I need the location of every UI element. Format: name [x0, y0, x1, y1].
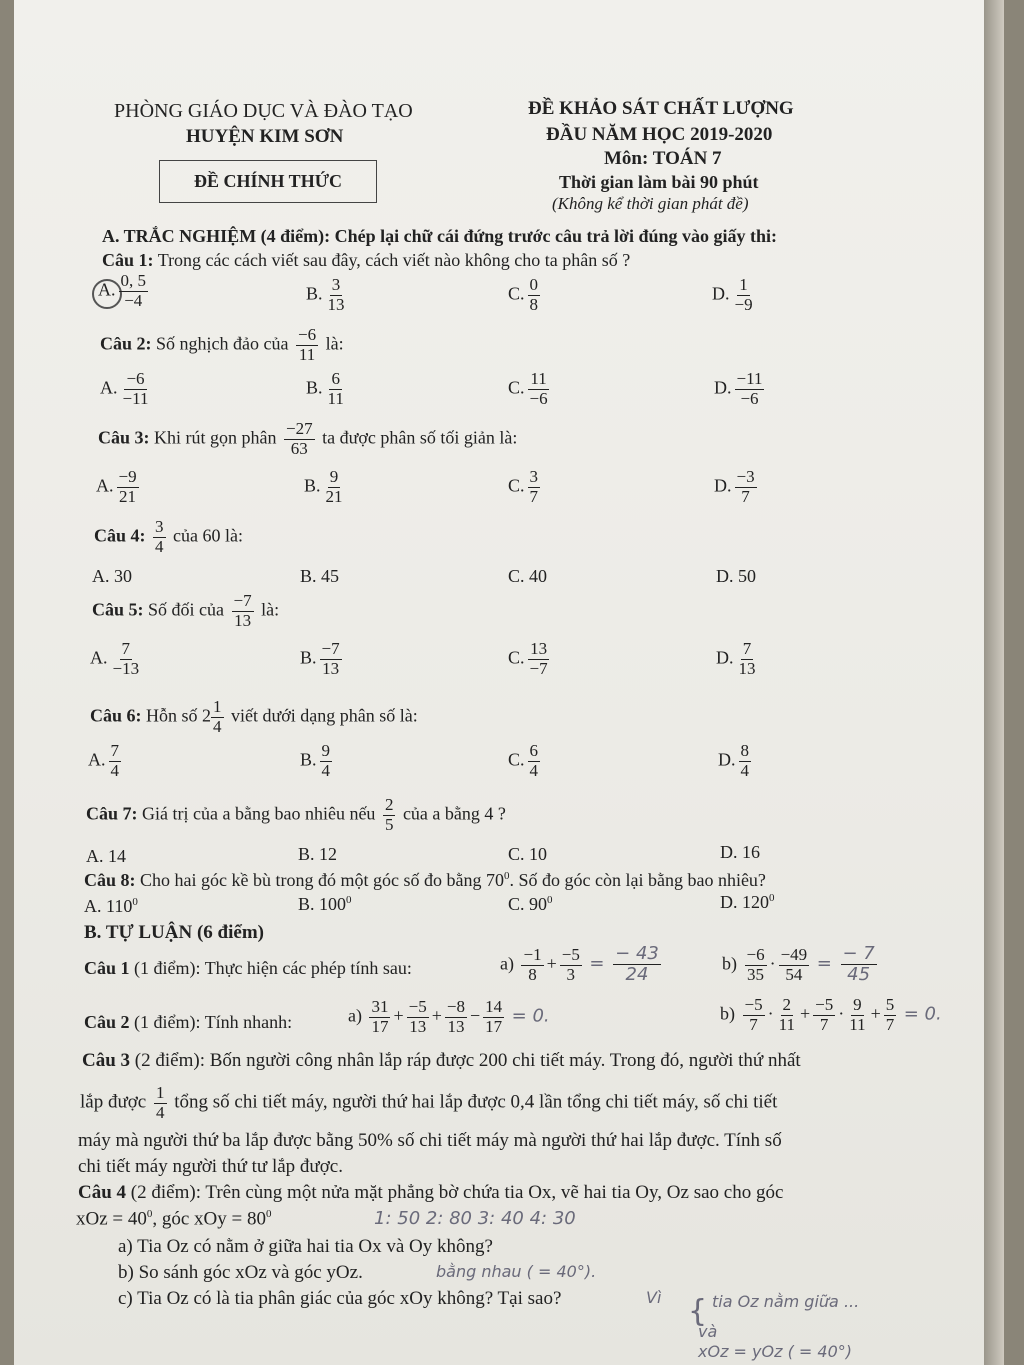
denominator: 11	[849, 1014, 866, 1034]
option-letter: D.	[714, 475, 732, 496]
handwritten-mcq-answers: 1: 50 2: 80 3: 40 4: 30	[374, 1208, 576, 1229]
numerator: 14	[485, 997, 503, 1016]
q-label: Câu 8:	[84, 870, 136, 890]
q-label: Câu 6:	[90, 705, 142, 726]
q-tail: là:	[261, 599, 280, 620]
q-label: Câu 4:	[94, 525, 146, 546]
numerator: − 43	[615, 943, 659, 964]
q3-option-b	[304, 468, 348, 506]
essay-4-line-1	[78, 1182, 783, 1204]
q-text: , góc xOy = 80	[152, 1208, 266, 1230]
essay-3-line-2	[80, 1084, 777, 1122]
essay-3-line-3: máy mà người thứ ba lắp được bằng 50% số chi tiết máy mà người thứ hai lắp được. Tính số	[78, 1130, 782, 1151]
option-letter: D.	[718, 749, 736, 770]
option-letter: C.	[508, 749, 525, 770]
q-tail: viết dưới dạng phân số là:	[231, 705, 418, 726]
district-name: HUYỆN KIM SƠN	[186, 126, 344, 147]
denominator: 11	[778, 1014, 795, 1034]
q-tail: . Số đo góc còn lại bằng bao nhiêu?	[509, 870, 766, 890]
part-letter: a)	[348, 1005, 362, 1026]
numerator: −7	[321, 639, 340, 658]
numerator: 6	[331, 369, 340, 388]
numerator: −7	[233, 591, 252, 610]
option-letter: D.	[712, 283, 730, 304]
numerator: 7	[742, 639, 752, 658]
denominator: 8	[529, 294, 539, 314]
option-text: B. 100	[298, 894, 347, 914]
q-label: Câu 3	[82, 1050, 131, 1071]
option-letter: A.	[88, 749, 106, 770]
q-label: Câu 1	[84, 958, 130, 978]
q-points: (2 điểm):	[130, 1182, 201, 1203]
numerator: 2	[384, 795, 394, 814]
handwritten-answer-c-3: xOz = yOz ( = 40°)	[698, 1342, 853, 1361]
q7-option-c: C. 10	[508, 844, 548, 864]
denominator: −9	[734, 294, 753, 314]
degree-mark: 0	[346, 894, 352, 906]
numerator: 0	[529, 275, 539, 294]
q5-option-c	[508, 640, 553, 678]
denominator: 13	[327, 294, 345, 314]
numerator: 9	[853, 995, 862, 1014]
question-5	[92, 592, 279, 630]
denominator: 35	[747, 964, 765, 984]
q-label: Câu 5:	[92, 599, 144, 620]
q-text: Cho hai góc kề bù trong đó một góc số đo bằng 70	[140, 870, 504, 890]
numerator: −5	[408, 997, 427, 1016]
q-label: Câu 3:	[98, 427, 150, 448]
q-tail: là:	[325, 333, 344, 354]
essay-1-part-b: b) $\frac{-6}{35}$ · $\frac{-49}{54}$ = $\frac{- 7}{45}$	[722, 944, 880, 985]
q2-option-d	[714, 370, 767, 408]
duration-note: (Không kể thời gian phát đề)	[552, 194, 749, 213]
numerator: 3	[529, 467, 539, 486]
denominator: 21	[325, 486, 343, 506]
numerator: −8	[446, 997, 465, 1016]
numerator: 6	[529, 741, 539, 760]
part-letter: a)	[500, 953, 514, 974]
numerator: 5	[885, 995, 895, 1014]
degree-mark: 0	[146, 1208, 153, 1220]
handwritten-answer-c-2: và	[698, 1322, 718, 1341]
q6-option-d	[718, 742, 754, 780]
denominator: −4	[124, 290, 143, 310]
q1-option-c	[508, 276, 543, 314]
handwritten-answer: = $\frac{- 7}{45}$	[816, 943, 875, 985]
essay-2-part-a: a) $\frac{31}{17}$ + $\frac{-5}{13}$ + $\frac{-8}{13}$ − $\frac{14}{17}$ = 0.	[348, 997, 550, 1036]
q-tail: ta được phân số tối giản là:	[322, 427, 518, 448]
handwritten-answer: = 0.	[511, 1005, 550, 1027]
q7-option-d: D. 16	[720, 842, 760, 862]
denominator: 4	[213, 716, 222, 736]
numerator: − 7	[842, 943, 875, 964]
numerator: 11	[530, 369, 547, 388]
numerator: −9	[118, 467, 137, 486]
option-letter: A.	[96, 475, 114, 496]
denominator: 63	[290, 438, 308, 458]
q4-option-b: B. 45	[300, 566, 340, 586]
q5-option-b	[300, 640, 345, 678]
numerator: −27	[286, 419, 313, 438]
part-a-heading	[102, 226, 777, 247]
denominator: −6	[740, 388, 759, 408]
q8-option-d	[720, 892, 775, 913]
denominator: 4	[321, 760, 331, 780]
denominator: 8	[528, 964, 537, 984]
numerator: −11	[736, 369, 763, 388]
option-text: A. 110	[84, 896, 133, 916]
q5-option-a	[90, 640, 144, 678]
denominator: 54	[785, 964, 803, 984]
handwritten-because: Vì	[646, 1288, 662, 1307]
option-letter: C.	[508, 475, 525, 496]
denominator: 7	[819, 1014, 829, 1034]
denominator: −7	[529, 658, 548, 678]
q-text: lắp được	[80, 1091, 147, 1113]
q-tail: của 60 là:	[173, 525, 243, 546]
option-text: D. 120	[720, 892, 769, 912]
denominator: 7	[885, 1014, 895, 1034]
q-text: Trong các cách viết sau đây, cách viết nào không cho ta phân số ?	[157, 250, 631, 270]
essay-3-line-1	[82, 1050, 801, 1072]
numerator: 1	[156, 1083, 165, 1102]
essay-3-line-4: chi tiết máy người thứ tư lắp được.	[78, 1156, 343, 1177]
numerator: 1	[213, 697, 222, 716]
q7-option-a: A. 14	[86, 846, 126, 866]
exam-title: ĐỀ KHẢO SÁT CHẤT LƯỢNG	[528, 98, 794, 119]
q3-option-d	[714, 468, 760, 506]
q-label: Câu 2	[84, 1012, 130, 1032]
numerator: 9	[329, 467, 339, 486]
q2-option-c	[508, 370, 553, 408]
degree-mark: 0	[132, 896, 138, 908]
q4-option-d: D. 50	[716, 566, 756, 586]
denominator: 13	[234, 610, 252, 630]
part-a-instruction: Chép lại chữ cái đứng trước câu trả lời đúng vào giấy thi:	[334, 226, 778, 246]
numerator: 13	[530, 639, 548, 658]
q-points: (1 điểm):	[134, 958, 201, 978]
handwritten-answer-c-1: tia Oz nằm giữa ...	[712, 1292, 860, 1311]
essay-4-line-2	[76, 1208, 272, 1230]
essay-2	[84, 1012, 292, 1033]
background-edge	[984, 0, 1004, 1365]
denominator: 24	[625, 963, 649, 985]
question-7	[86, 796, 506, 834]
handwritten-answer: = 0.	[903, 1003, 942, 1025]
option-letter: A.	[90, 647, 108, 668]
option-letter: D.	[714, 377, 732, 398]
q-text: Trên cùng một nửa mặt phẳng bờ chứa tia Ox, vẽ hai tia Oy, Oz sao cho góc	[205, 1182, 784, 1203]
option-letter: D.	[716, 647, 734, 668]
denominator: 4	[156, 1102, 165, 1122]
duration: Thời gian làm bài 90 phút	[559, 172, 759, 192]
q3-option-a	[96, 468, 142, 506]
denominator: 13	[738, 658, 756, 678]
handwritten-answer-b: bằng nhau ( = 40°).	[436, 1262, 597, 1281]
essay-2-part-b: b) $\frac{-5}{7}$ · $\frac{2}{11}$ + $\frac{-5}{7}$ · $\frac{9}{11}$ + $\frac{5}{7}$ = 0.	[720, 995, 942, 1034]
q8-option-c	[508, 894, 553, 915]
essay-1	[84, 958, 412, 979]
essay-4-part-c: c) Tia Oz có là tia phân giác của góc xOy không? Tại sao?	[118, 1288, 562, 1309]
option-letter: B.	[306, 283, 323, 304]
q-label: Câu 1:	[102, 250, 154, 270]
option-letter: C.	[508, 377, 525, 398]
option-letter: C.	[508, 283, 525, 304]
q1-option-a	[98, 272, 151, 310]
numerator: 9	[321, 741, 331, 760]
q-text: Khi rút gọn phân	[154, 427, 277, 448]
question-3	[98, 420, 517, 458]
option-letter: A.	[100, 377, 118, 398]
school-year: ĐẦU NĂM HỌC 2019-2020	[546, 124, 773, 145]
numerator: −3	[736, 467, 755, 486]
denominator: 5	[384, 814, 394, 834]
q-text: tổng số chi tiết máy, người thứ hai lắp được 0,4 lần tổng chi tiết máy, số chi tiết	[174, 1091, 778, 1113]
numerator: −6	[126, 369, 145, 388]
option-text: C. 90	[508, 894, 548, 914]
q-text: Thực hiện các phép tính sau:	[204, 958, 412, 978]
numerator: −6	[746, 944, 765, 964]
denominator: 7	[741, 486, 750, 506]
denominator: 17	[371, 1016, 389, 1036]
handwritten-brace: {	[688, 1294, 708, 1329]
option-letter: B.	[300, 749, 317, 770]
q6-option-c	[508, 742, 543, 780]
subject: Môn: TOÁN 7	[604, 148, 722, 169]
numerator: −5	[744, 995, 763, 1014]
denominator: −13	[112, 658, 140, 678]
denominator: 13	[447, 1016, 465, 1036]
part-a-title: A. TRẮC NGHIỆM (4 điểm):	[102, 226, 331, 246]
denominator: 4	[740, 760, 749, 780]
q6-option-b	[300, 742, 335, 780]
numerator: −5	[815, 995, 834, 1014]
denominator: 7	[749, 1014, 758, 1034]
option-letter: B.	[306, 377, 323, 398]
numerator: 0, 5	[120, 271, 146, 290]
denominator: 11	[327, 388, 344, 408]
q7-option-b: B. 12	[298, 844, 338, 864]
part-letter: b)	[722, 953, 737, 974]
q-points: (2 điểm):	[134, 1050, 205, 1071]
q5-option-d	[716, 640, 761, 678]
q1-option-b	[306, 276, 350, 314]
degree-mark: 0	[266, 1208, 272, 1220]
numerator: 2	[782, 995, 792, 1014]
q8-option-a	[84, 896, 138, 917]
denominator: −6	[529, 388, 548, 408]
essay-4-part-b: b) So sánh góc xOz và góc yOz.	[118, 1262, 363, 1283]
q2-option-a	[100, 370, 153, 408]
numerator: 7	[121, 639, 131, 658]
numerator: −1	[523, 944, 542, 964]
degree-mark: 0	[769, 892, 775, 904]
denominator: 3	[566, 964, 576, 984]
degree-mark: 0	[503, 870, 510, 882]
essay-4-part-a: a) Tia Oz có nằm ở giữa hai tia Ox và Oy không?	[118, 1236, 493, 1257]
numerator: −6	[297, 325, 317, 344]
option-letter: C.	[508, 647, 525, 668]
essay-1-part-a: a) $\frac{-1}{8}$ + $\frac{-5}{3}$ = $\frac{- 43}{24}$	[500, 944, 664, 985]
q-text: Số nghịch đảo của	[156, 333, 289, 354]
numerator: 31	[371, 997, 389, 1016]
q8-option-b	[298, 894, 352, 915]
question-2	[100, 326, 344, 364]
official-label: ĐỀ CHÍNH THỨC	[159, 160, 377, 203]
question-8	[84, 870, 766, 891]
q-tail: của a bằng 4 ?	[402, 803, 506, 824]
q-text: xOz = 40	[76, 1208, 147, 1230]
dept-name: PHÒNG GIÁO DỤC VÀ ĐÀO TẠO	[114, 100, 413, 122]
degree-mark: 0	[547, 894, 553, 906]
q-text: Giá trị của a bằng bao nhiêu nếu	[142, 803, 376, 824]
option-letter: A.	[98, 279, 116, 300]
numerator: −49	[780, 944, 808, 964]
numerator: −5	[561, 944, 580, 964]
denominator: 21	[119, 486, 137, 506]
q3-option-c	[508, 468, 543, 506]
q-label: Câu 7:	[86, 803, 138, 824]
option-letter: B.	[300, 647, 317, 668]
question-6	[90, 698, 418, 736]
q-text: Hỗn số	[146, 705, 198, 726]
q-points: (1 điểm):	[134, 1012, 201, 1032]
numerator: 3	[331, 275, 341, 294]
numerator: 3	[155, 517, 164, 536]
denominator: 13	[322, 658, 340, 678]
q1-option-d	[712, 276, 758, 314]
numerator: 8	[740, 741, 749, 760]
q-label: Câu 4	[78, 1182, 127, 1203]
q-text: Tính nhanh:	[204, 1012, 293, 1032]
question-4	[94, 518, 243, 556]
denominator: 4	[110, 760, 119, 780]
q4-option-a: A. 30	[92, 566, 132, 586]
handwritten-answer: = $\frac{- 43}{24}$	[589, 943, 659, 985]
denominator: −11	[122, 388, 149, 408]
mixed-whole: 2	[202, 705, 212, 726]
denominator: 13	[409, 1016, 427, 1036]
part-b-title: B. TỰ LUẬN (6 điểm)	[84, 922, 264, 943]
numerator: 7	[110, 741, 119, 760]
denominator: 45	[847, 963, 871, 985]
denominator: 4	[529, 760, 539, 780]
denominator: 11	[298, 344, 316, 364]
q4-option-c: C. 40	[508, 566, 548, 586]
numerator: 1	[739, 275, 748, 294]
denominator: 7	[529, 486, 539, 506]
part-letter: b)	[720, 1003, 735, 1024]
option-letter: B.	[304, 475, 321, 496]
q-text: Bốn người công nhân lắp ráp được 200 chi tiết máy. Trong đó, người thứ nhất	[209, 1050, 801, 1071]
denominator: 17	[485, 1016, 503, 1036]
denominator: 4	[155, 536, 164, 556]
q6-option-a	[88, 742, 124, 780]
question-1	[102, 250, 630, 271]
exam-sheet	[14, 0, 1004, 1365]
q-text: Số đối của	[148, 599, 225, 620]
q2-option-b	[306, 370, 349, 408]
q-label: Câu 2:	[100, 333, 152, 354]
